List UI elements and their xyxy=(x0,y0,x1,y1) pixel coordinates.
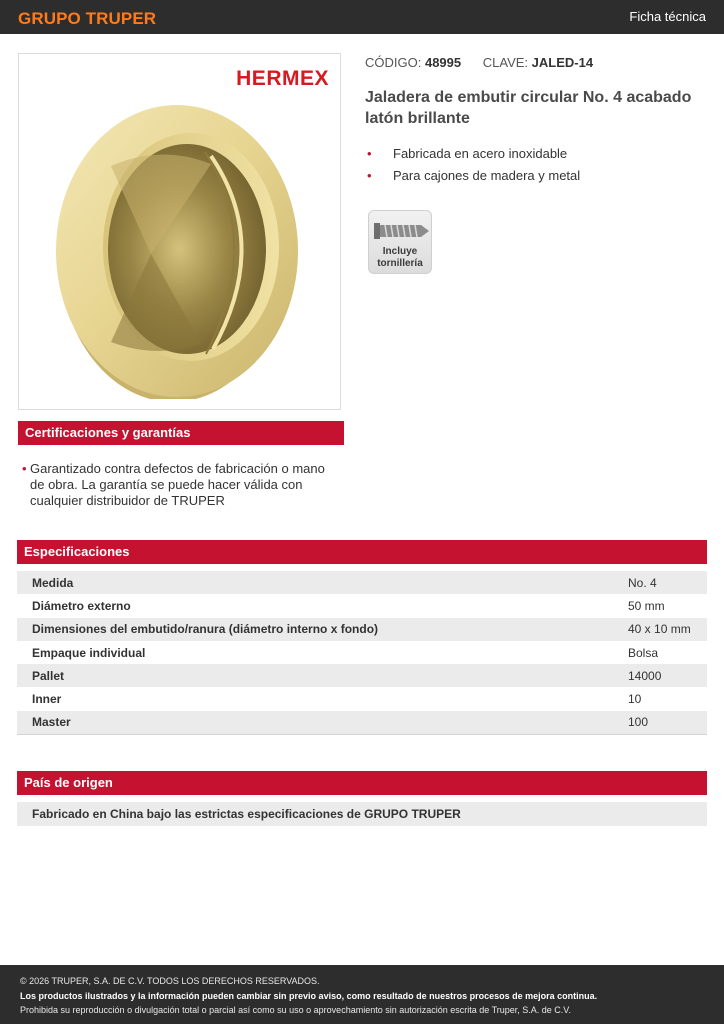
certificaciones-text: • Garantizado contra defectos de fabricación o mano de obra. La garantía se puede hacer válida con cualquier distribuidor de TRUPER xyxy=(22,461,342,509)
badge-line-2: tornillería xyxy=(377,258,423,269)
spec-label: Inner xyxy=(32,692,62,707)
certificaciones-heading: Certificaciones y garantías xyxy=(18,421,344,445)
table-row xyxy=(17,618,707,641)
badge-line-1: Incluye xyxy=(382,246,418,257)
feature-list xyxy=(365,146,580,190)
includes-screws-badge xyxy=(368,210,432,274)
hermex-logo xyxy=(219,67,329,89)
table-row xyxy=(17,711,707,734)
table-row xyxy=(17,594,707,617)
spec-value: 14000 xyxy=(628,664,707,687)
spec-label: Master xyxy=(17,711,628,734)
hermex-logo-text: HERMEX xyxy=(236,67,329,89)
spec-label: Medida xyxy=(17,571,628,594)
table-row xyxy=(17,687,707,710)
table-row xyxy=(17,571,707,594)
spec-label: Empaque individual xyxy=(32,645,146,660)
product-title: Jaladera de embutir circular No. 4 acabado latón brillante xyxy=(365,89,692,127)
footer-prohibition: Prohibida su reproducción o divulgación total o parcial así como su uso o aprovechamiento sin autorización escrita de Truper, S.A. de C.V. xyxy=(20,1005,571,1015)
table-row xyxy=(17,664,707,687)
spec-value: Bolsa xyxy=(628,645,659,660)
spec-label: Diámetro externo xyxy=(32,598,131,613)
top-bar xyxy=(0,0,724,34)
specs-table xyxy=(17,571,707,735)
feature-item: • Para cajones de madera y metal xyxy=(365,168,580,190)
footer xyxy=(0,965,724,1024)
product-codes xyxy=(365,55,593,70)
spec-label: Pallet xyxy=(17,664,628,687)
origen-heading: País de origen xyxy=(17,771,707,795)
badge-label xyxy=(369,246,431,270)
clave-value: JALED-14 xyxy=(531,55,594,70)
spec-value: 40 x 10 mm xyxy=(628,618,707,641)
product-image xyxy=(51,104,301,399)
footer-copyright: © 2026 TRUPER, S.A. DE C.V. TODOS LOS DERECHOS RESERVADOS. xyxy=(20,976,320,986)
section-label: Ficha técnica xyxy=(629,9,706,24)
especificaciones-heading: Especificaciones xyxy=(17,540,707,564)
spec-value: 50 mm xyxy=(628,598,665,613)
codigo-label: CÓDIGO: xyxy=(365,55,422,70)
screw-icon xyxy=(373,221,429,241)
brand-logo: GRUPO TRUPER xyxy=(18,9,157,28)
spec-value: 100 xyxy=(628,711,707,734)
codigo-value: 48995 xyxy=(424,55,462,70)
spec-value: 10 xyxy=(628,692,642,707)
table-row xyxy=(17,641,707,664)
origen-text: Fabricado en China bajo las estrictas especificaciones de GRUPO TRUPER xyxy=(17,802,707,826)
feature-item: • Fabricada en acero inoxidable xyxy=(365,146,580,168)
footer-notice: Los productos ilustrados y la información pueden cambiar sin previo aviso, como resultado de nuestros procesos de mejora continua. xyxy=(20,990,598,1001)
spec-label: Dimensiones del embutido/ranura (diámetro interno x fondo) xyxy=(17,618,628,641)
clave-label: CLAVE: xyxy=(482,55,529,70)
product-image-box xyxy=(18,53,341,410)
spec-value: No. 4 xyxy=(628,571,707,594)
